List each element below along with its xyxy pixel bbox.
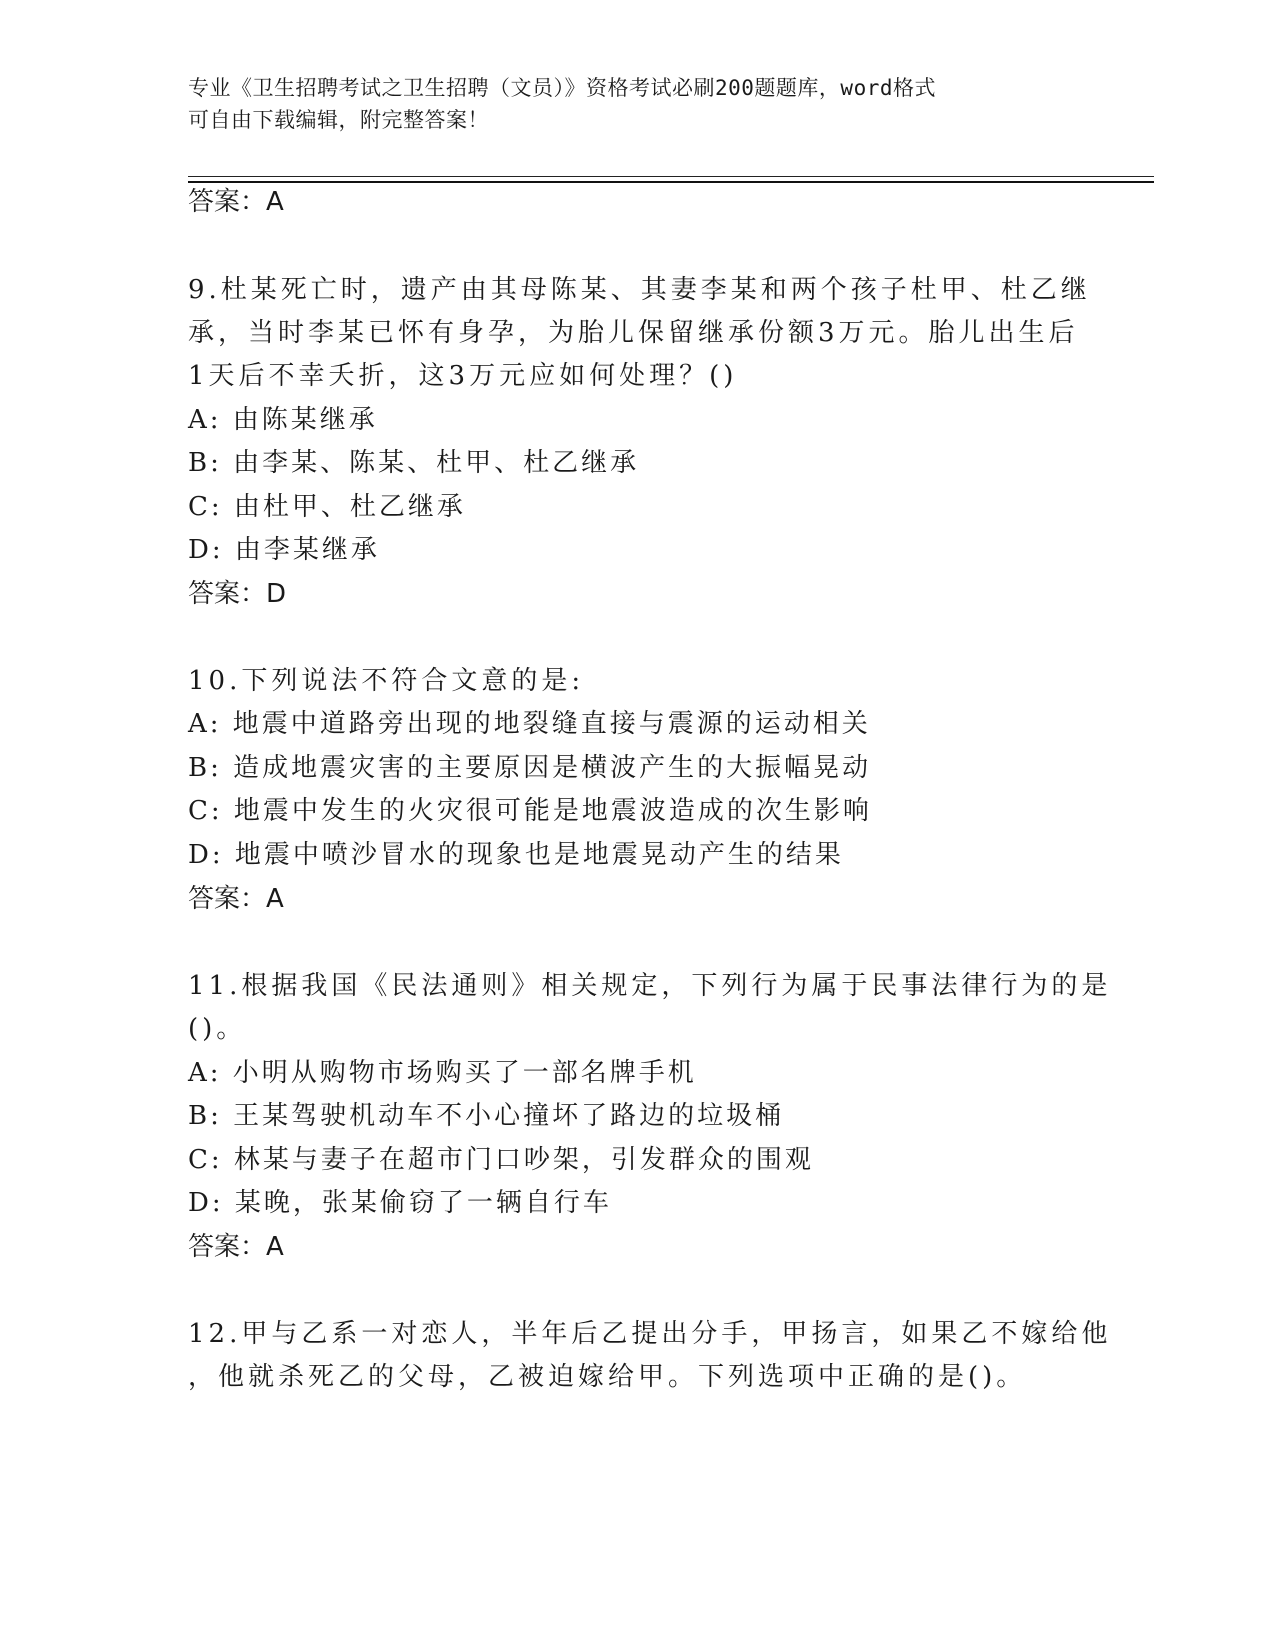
q10-option-a: A: 地震中道路旁出现的地裂缝直接与震源的运动相关 [188,709,871,739]
q11-option-b: B: 王某驾驶机动车不小心撞坏了路边的垃圾桶 [188,1101,785,1131]
q10-answer: 答案：A [188,884,284,914]
q11-line-1: 11.根据我国《民法通则》相关规定，下列行为属于民事法律行为的是 [188,971,1112,1001]
header-line-2: 可自由下载编辑，附完整答案！ [188,108,489,132]
q10-option-d: D: 地震中喷沙冒水的现象也是地震晃动产生的结果 [188,840,844,870]
q11-answer: 答案：A [188,1232,284,1262]
document-header [188,72,1088,136]
q11-option-d: D: 某晚，张某偷窃了一辆自行车 [188,1188,612,1218]
answer-prev: 答案：A [188,187,284,217]
q9-line-1: 9.杜某死亡时，遗产由其母陈某、其妻李某和两个孩子杜甲、杜乙继 [188,275,1091,305]
q9-option-a: A: 由陈某继承 [188,405,378,435]
header-line-1: 专业《卫生招聘考试之卫生招聘（文员）》资格考试必刷200题题库，word格式 [188,76,936,100]
q9-line-2: 承，当时李某已怀有身孕，为胎儿保留继承份额3万元。胎儿出生后 [188,318,1079,348]
q9-option-b: B: 由李某、陈某、杜甲、杜乙继承 [188,448,640,478]
q11-option-a: A: 小明从购物市场购买了一部名牌手机 [188,1058,697,1088]
q9-line-3: 1天后不幸夭折，这3万元应如何处理？() [188,361,738,391]
q10-line-1: 10.下列说法不符合文意的是: [188,666,585,696]
q11-line-2: ()。 [188,1014,247,1044]
q9-option-d: D: 由李某继承 [188,535,380,565]
q10-option-b: B: 造成地震灾害的主要原因是横波产生的大振幅晃动 [188,753,872,783]
q9-answer: 答案：D [188,579,287,609]
header-rule-thick [188,181,1154,183]
q12-line-2: ，他就杀死乙的父母，乙被迫嫁给甲。下列选项中正确的是()。 [188,1362,1027,1392]
q9-option-c: C: 由杜甲、杜乙继承 [188,492,466,522]
header-rule-thin [188,176,1154,177]
q12-line-1: 12.甲与乙系一对恋人，半年后乙提出分手，甲扬言，如果乙不嫁给他 [188,1319,1112,1349]
q11-option-c: C: 林某与妻子在超市门口吵架，引发群众的围观 [188,1145,814,1175]
q10-option-c: C: 地震中发生的火灾很可能是地震波造成的次生影响 [188,796,872,826]
